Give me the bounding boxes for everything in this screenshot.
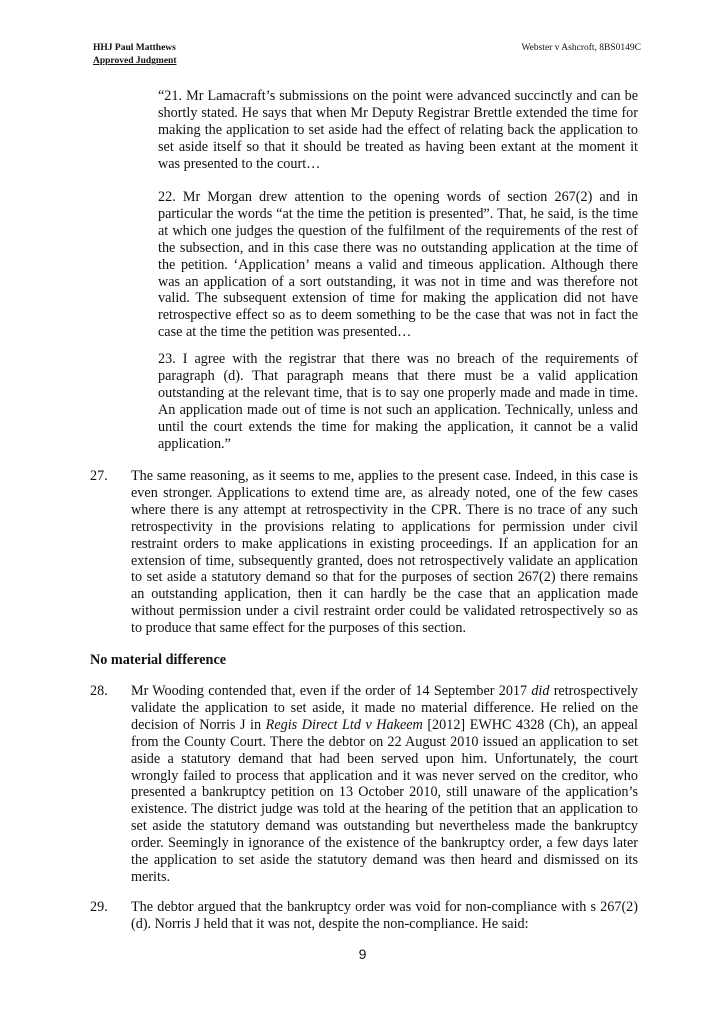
text-run: [2012] EWHC 4328 (Ch), an appeal from the County Court. There the debtor on 22 August 2010 issued an application to set aside a statutory demand that had been served upon him. Unfortunately, the court wrongly failed to process that application and it was never served on the creditor, who presented a bankruptcy petition on 13 October 2010, still unaware of the application’s existence. The district judge was told at the hearing of the petition that an application to set aside the statutory demand was outstanding but nevertheless made the bankruptcy order. Seemingly in ignorance of the existence of the bankruptcy order, a few days later the application to set aside the statutory demand was then heard and dismissed on its merits.: [131, 716, 638, 885]
quoted-paragraph-22: 22. Mr Morgan drew attention to the opening words of section 267(2) and in particular the words “at the time the petition is presented”. That, he said, is the time at which one judges the question of the fulfilment of the requirements of the rest of the subsection, and in this case there was no outstanding application at the time of the petition. ‘Application’ means a valid and timeous application. Although there was an application of a sort outstanding, it was not in time and was therefore not valid. The subsequent extension of time for making the application did not have retrospective effect so as to deem something to be the case that was not in fact the case at the time the petition was presented…: [158, 189, 638, 341]
section-heading: No material difference: [90, 652, 227, 668]
paragraph-text: The debtor argued that the bankruptcy order was void for non-compliance with s 267(2)(d). Norris J held that it was not, despite the non-compliance. He said:: [131, 899, 638, 932]
page-header-left: [93, 42, 177, 68]
text-run: Mr Wooding contended that, even if the order of 14 September 2017: [131, 683, 532, 699]
text-run: retrospectively validate the application to set aside, it made no material difference. He relied on the decision of Norris J in: [131, 683, 638, 733]
case-reference: Webster v Ashcroft, 8BS0149C: [521, 43, 641, 53]
paragraph-number: 28.: [90, 683, 108, 699]
paragraph-28: [90, 683, 638, 886]
paragraph-number: 27.: [90, 468, 108, 484]
quoted-paragraph-21: “21. Mr Lamacraft’s submissions on the point were advanced succinctly and can be shortly stated. He says that when Mr Deputy Registrar Brettle extended the time for making the application to set aside had the effect of relating back the application to set aside itself so that it should be treated as having been extant at the moment it was presented to the court…: [158, 88, 638, 172]
page-number: 9: [358, 946, 367, 962]
quoted-paragraph-23: 23. I agree with the registrar that there was no breach of the requirements of paragraph (d). That paragraph means that there must be a valid application outstanding at the relevant time, that is to say one properly made and made in time. An application made out of time is not such an application. Technically, unless and until the court extends the time for making the application, it cannot be a valid application.”: [158, 351, 638, 452]
paragraph-text: The same reasoning, as it seems to me, applies to the present case. Indeed, in this case is even stronger. Applications to extend time are, as already noted, one of the few cases where there is any attempt at retrospectivity in the CPR. There is no trace of any such retrospectivity in the provisions relating to applications for permission under civil restraint orders to make applications in existing proceedings. If an application for an extension of time, subsequently granted, does not retrospectively validate an application to set aside a statutory demand so that for the purposes of section 267(2) there remains an outstanding application, then it can hardly be the case that an application made without permission under a civil restraint order could be validated retrospectively so as to produce that same effect for the purposes of this section.: [131, 468, 638, 637]
paragraph-number: 29.: [90, 899, 108, 915]
paragraph-text: [131, 683, 638, 886]
paragraph-29: [90, 899, 638, 933]
paragraph-27: [90, 468, 638, 637]
judge-name: HHJ Paul Matthews: [93, 43, 176, 53]
emphasis-did: did: [531, 683, 550, 699]
case-citation: Regis Direct Ltd v Hakeem: [265, 716, 423, 733]
judgment-status: Approved Judgment: [93, 56, 177, 66]
